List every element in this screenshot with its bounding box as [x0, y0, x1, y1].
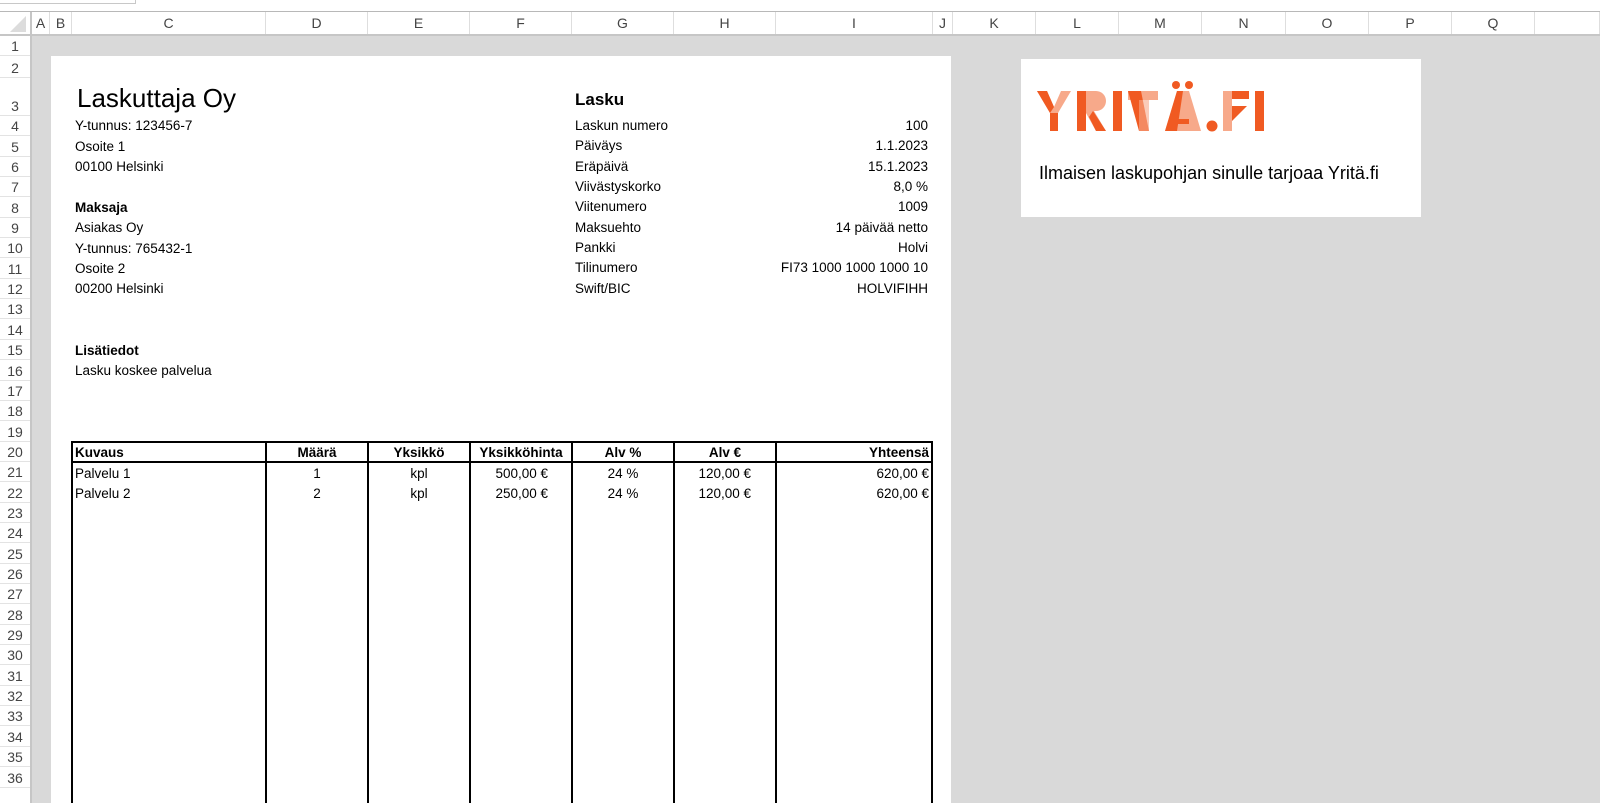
detail-label[interactable]: Maksuehto: [575, 219, 642, 235]
line-items-table: [71, 441, 933, 803]
row-header-34[interactable]: 34: [0, 727, 30, 747]
row-header-8[interactable]: 8: [0, 197, 30, 217]
column-header-i[interactable]: I: [776, 12, 933, 34]
detail-label[interactable]: Viitenumero: [575, 199, 647, 215]
row-header-24[interactable]: 24: [0, 523, 30, 543]
row-header-18[interactable]: 18: [0, 401, 30, 421]
payer-name[interactable]: Asiakas Oy: [75, 220, 144, 235]
row-header-21[interactable]: 21: [0, 462, 30, 482]
table-cell[interactable]: 24 %: [607, 486, 639, 502]
payer-business-id[interactable]: Y-tunnus: 765432-1: [75, 241, 193, 256]
column-header-h[interactable]: H: [674, 12, 776, 34]
additional-info-heading[interactable]: Lisätiedot: [75, 343, 139, 358]
row-header-9[interactable]: 9: [0, 218, 30, 238]
table-cell[interactable]: Palvelu 2: [75, 486, 131, 502]
detail-value[interactable]: HOLVIFIHH: [856, 280, 928, 296]
detail-label[interactable]: Swift/BIC: [575, 280, 631, 296]
row-header-13[interactable]: 13: [0, 299, 30, 319]
detail-value[interactable]: 1009: [897, 199, 928, 215]
table-cell[interactable]: kpl: [410, 466, 428, 481]
row-header-22[interactable]: 22: [0, 482, 30, 502]
table-cell[interactable]: 120,00 €: [698, 466, 751, 481]
select-all-corner[interactable]: [0, 12, 32, 34]
detail-value[interactable]: 14 päivää netto: [835, 219, 928, 235]
column-header-r[interactable]: [1535, 12, 1600, 34]
table-cell[interactable]: 250,00 €: [495, 486, 548, 502]
table-cell[interactable]: Palvelu 1: [75, 466, 131, 481]
column-header-bar: [0, 12, 1600, 36]
column-header-k[interactable]: K: [953, 12, 1036, 34]
yrita-logo-icon[interactable]: [1037, 81, 1277, 135]
column-header-a[interactable]: A: [32, 12, 50, 34]
row-header-25[interactable]: 25: [0, 543, 30, 563]
table-header-cell[interactable]: Yksikkö: [393, 445, 445, 460]
payer-address[interactable]: Osoite 2: [75, 261, 126, 276]
detail-value[interactable]: 1.1.2023: [875, 138, 928, 154]
table-header-cell[interactable]: Määrä: [297, 445, 337, 460]
detail-label[interactable]: Eräpäivä: [575, 158, 629, 174]
detail-label[interactable]: Tilinumero: [575, 260, 638, 276]
payer-city[interactable]: 00200 Helsinki: [75, 281, 164, 296]
column-header-c[interactable]: C: [72, 12, 266, 34]
table-header-cell[interactable]: Kuvaus: [75, 445, 124, 460]
row-header-5[interactable]: 5: [0, 136, 30, 156]
detail-label[interactable]: Laskun numero: [575, 118, 669, 133]
row-header-31[interactable]: 31: [0, 665, 30, 685]
row-header-26[interactable]: 26: [0, 564, 30, 584]
column-header-b[interactable]: B: [50, 12, 72, 34]
detail-value[interactable]: 15.1.2023: [867, 158, 928, 174]
payer-heading[interactable]: Maksaja: [75, 200, 128, 215]
seller-city[interactable]: 00100 Helsinki: [75, 159, 164, 174]
table-header-cell[interactable]: Alv €: [708, 445, 742, 460]
table-cell[interactable]: 500,00 €: [495, 466, 548, 481]
promo-box: [1021, 59, 1421, 217]
row-header-16[interactable]: 16: [0, 360, 30, 380]
column-header-d[interactable]: D: [266, 12, 368, 34]
select-all-triangle-icon: [10, 16, 26, 32]
column-header-g[interactable]: G: [572, 12, 674, 34]
row-header-4[interactable]: 4: [0, 116, 30, 136]
table-header-cell[interactable]: Alv %: [604, 445, 642, 460]
row-header-10[interactable]: 10: [0, 238, 30, 258]
table-cell[interactable]: 620,00 €: [876, 466, 929, 481]
detail-label[interactable]: Pankki: [575, 240, 616, 256]
row-header-14[interactable]: 14: [0, 320, 30, 340]
row-header-20[interactable]: 20: [0, 442, 30, 462]
name-box[interactable]: [0, 0, 136, 4]
column-header-l[interactable]: L: [1036, 12, 1119, 34]
table-cell[interactable]: 1: [313, 466, 321, 481]
table-cell[interactable]: 120,00 €: [698, 486, 751, 502]
row-header-6[interactable]: 6: [0, 157, 30, 177]
row-header-7[interactable]: 7: [0, 177, 30, 197]
detail-label[interactable]: Viivästyskorko: [575, 179, 662, 195]
column-header-p[interactable]: P: [1369, 12, 1452, 34]
table-cell[interactable]: 2: [313, 486, 321, 502]
row-header-3[interactable]: 3: [0, 78, 30, 116]
row-header-23[interactable]: 23: [0, 503, 30, 523]
table-header-cell[interactable]: Yhteensä: [868, 445, 929, 460]
formula-bar-strip: [0, 0, 1600, 12]
row-header-17[interactable]: 17: [0, 381, 30, 401]
row-header-1[interactable]: 1: [0, 36, 30, 56]
column-header-m[interactable]: M: [1119, 12, 1202, 34]
column-header-q[interactable]: Q: [1452, 12, 1535, 34]
detail-value[interactable]: FI73 1000 1000 1000 10: [780, 260, 928, 276]
row-header-27[interactable]: 27: [0, 584, 30, 604]
row-header-15[interactable]: 15: [0, 340, 30, 360]
promo-text[interactable]: Ilmaisen laskupohjan sinulle tarjoaa Yritä.fi: [1039, 163, 1379, 183]
row-header-28[interactable]: 28: [0, 604, 30, 624]
detail-value[interactable]: Holvi: [897, 240, 928, 256]
column-header-n[interactable]: N: [1202, 12, 1286, 34]
seller-address[interactable]: Osoite 1: [75, 139, 126, 154]
row-header-35[interactable]: 35: [0, 747, 30, 767]
row-header-2[interactable]: 2: [0, 56, 30, 78]
additional-info-text[interactable]: Lasku koskee palvelua: [75, 363, 212, 378]
row-header-bar: [0, 36, 32, 803]
row-header-12[interactable]: 12: [0, 279, 30, 299]
column-header-e[interactable]: E: [368, 12, 470, 34]
table-header-cell[interactable]: Yksikköhinta: [479, 445, 563, 460]
row-header-30[interactable]: 30: [0, 645, 30, 665]
seller-business-id[interactable]: Y-tunnus: 123456-7: [75, 118, 193, 133]
column-header-o[interactable]: O: [1286, 12, 1369, 34]
row-header-11[interactable]: 11: [0, 258, 30, 278]
invoice-heading[interactable]: Lasku: [575, 90, 625, 109]
table-cell[interactable]: 24 %: [607, 466, 639, 481]
detail-value[interactable]: 100: [905, 118, 928, 133]
row-header-19[interactable]: 19: [0, 421, 30, 441]
detail-value[interactable]: 8,0 %: [893, 179, 928, 195]
row-header-32[interactable]: 32: [0, 686, 30, 706]
row-header-33[interactable]: 33: [0, 706, 30, 726]
row-header-29[interactable]: 29: [0, 625, 30, 645]
column-header-f[interactable]: F: [470, 12, 572, 34]
seller-name[interactable]: Laskuttaja Oy: [77, 83, 236, 113]
table-cell[interactable]: kpl: [410, 486, 428, 502]
detail-label[interactable]: Päiväys: [575, 138, 623, 154]
column-header-j[interactable]: J: [933, 12, 953, 34]
table-cell[interactable]: 620,00 €: [876, 486, 929, 502]
row-header-36[interactable]: 36: [0, 767, 30, 787]
